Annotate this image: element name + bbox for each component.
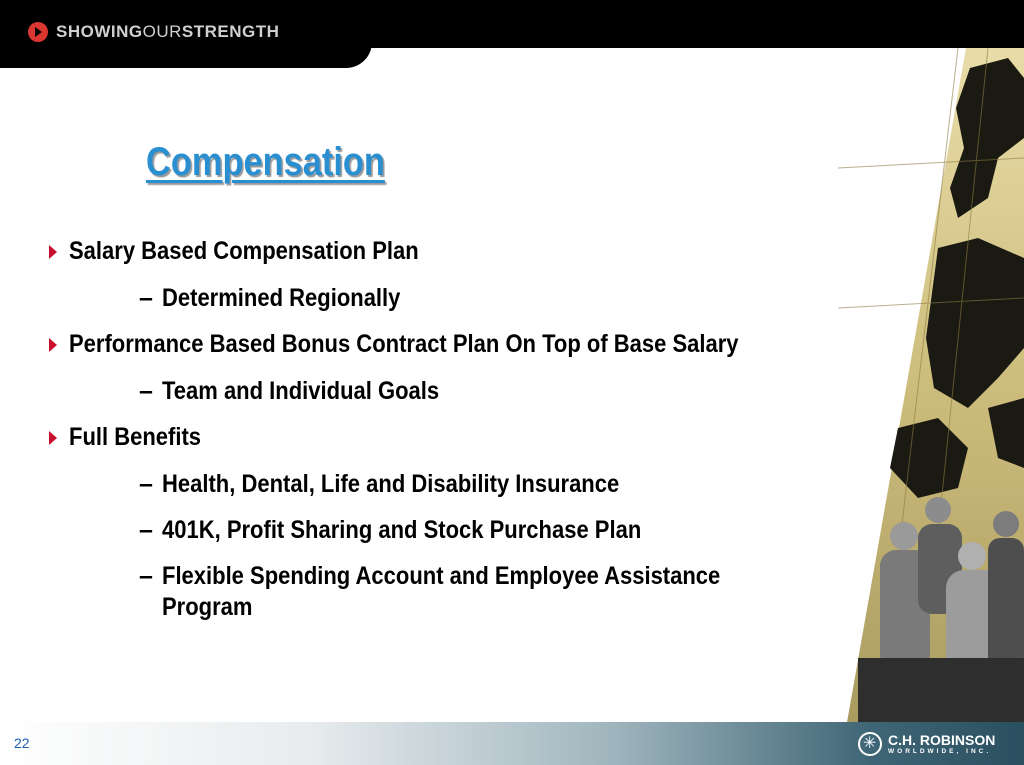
slide-title: Compensation	[146, 140, 385, 184]
logo-name: C.H. ROBINSON	[888, 731, 996, 748]
bullet-item: Salary Based Compensation Plan	[46, 236, 836, 267]
bullet-item: Performance Based Bonus Contract Plan On Top of Base Salary	[46, 329, 836, 360]
dash-marker: –	[139, 284, 153, 312]
dash-marker: –	[139, 516, 153, 544]
sub-bullet-item: – Determined Regionally	[139, 284, 401, 312]
banner-tab	[0, 0, 372, 68]
brand-tagline	[28, 22, 279, 42]
triangle-right-icon	[49, 431, 57, 445]
company-logo	[858, 732, 995, 756]
play-circle-icon	[28, 22, 48, 42]
dash-marker: –	[139, 377, 153, 405]
snowflake-icon	[858, 732, 882, 756]
logo-subtitle: WORLDWIDE, INC.	[888, 747, 992, 755]
triangle-right-icon	[49, 245, 57, 259]
dash-marker: –	[139, 470, 153, 498]
sub-bullet-item: – Health, Dental, Life and Disability Insurance	[139, 470, 620, 498]
page-number: 22	[14, 735, 30, 751]
bullet-list	[46, 236, 836, 638]
brand-text: SHOWINGOURSTRENGTH	[56, 22, 280, 41]
sub-bullet-item: – 401K, Profit Sharing and Stock Purchase Plan	[139, 516, 642, 544]
sub-bullet-item: – Flexible Spending Account and Employee Assistance Program	[139, 562, 721, 621]
sub-bullet-item: – Team and Individual Goals	[139, 377, 440, 405]
bullet-item: Full Benefits	[46, 422, 836, 453]
triangle-right-icon	[49, 338, 57, 352]
dash-marker: –	[139, 562, 153, 590]
